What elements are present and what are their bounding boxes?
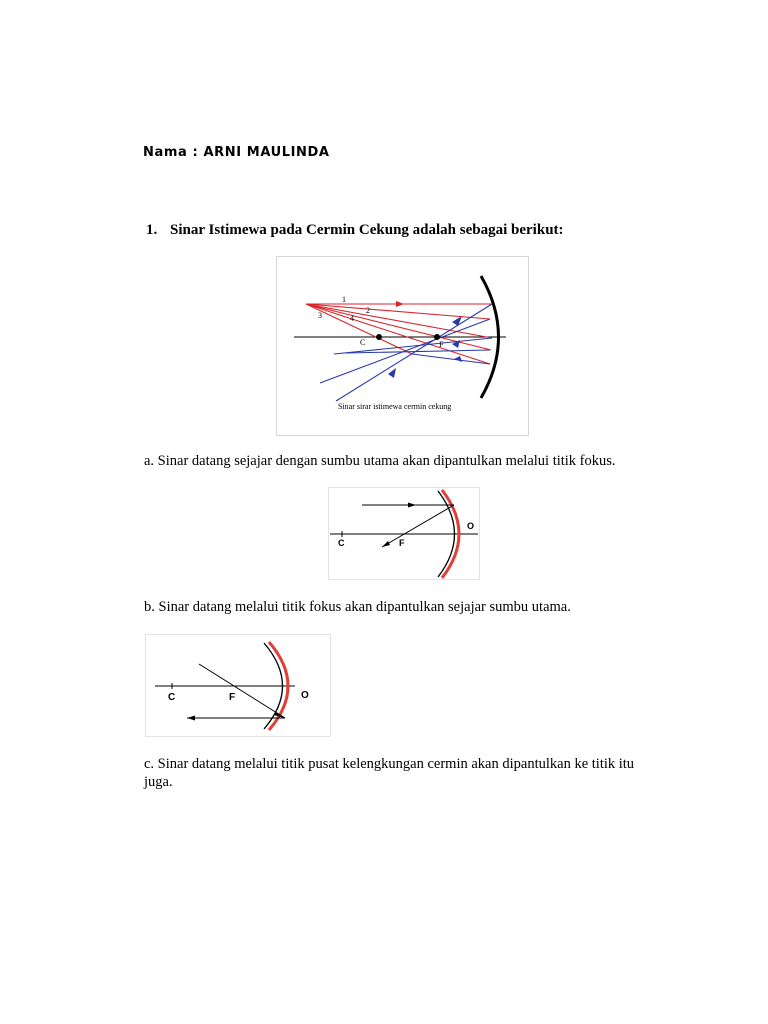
point-c-dot <box>376 334 382 340</box>
item-a-text: a. Sinar datang sejajar dengan sumbu utama akan dipantulkan melalui titik fokus. <box>144 453 616 469</box>
item-a-diagram <box>328 487 480 580</box>
student-name-line <box>143 145 330 160</box>
ray-label-2: 2 <box>366 306 370 315</box>
label-f: F <box>229 692 236 703</box>
name-separator: : <box>192 145 199 160</box>
name-value: ARNI MAULINDA <box>203 145 330 160</box>
figure-caption: Sinar sirar istimewa cermin cekung <box>338 402 452 411</box>
question-title: Sinar Istimewa pada Cermin Cekung adalah sebagai berikut: <box>170 222 564 238</box>
special-rays-diagram <box>276 256 529 436</box>
label-c: C <box>168 692 176 703</box>
figure-item-b <box>145 634 331 737</box>
label-o: O <box>467 521 475 531</box>
item-c-text: c. Sinar datang melalui titik pusat kelengkungan cermin akan dipantulkan ke titik itu juga. <box>144 756 635 790</box>
ray-label-4: 4 <box>350 314 354 323</box>
question-number: 1. <box>146 222 158 238</box>
label-f: F <box>439 340 444 349</box>
ray-label-3: 3 <box>318 311 322 320</box>
name-label: Nama <box>143 145 188 160</box>
label-o: O <box>301 690 309 701</box>
label-f: F <box>399 538 405 548</box>
figure-item-a <box>328 487 480 580</box>
label-c: C <box>360 338 366 347</box>
item-b-diagram <box>145 634 331 737</box>
item-b-text: b. Sinar datang melalui titik fokus akan dipantulkan sejajar sumbu utama. <box>144 599 571 615</box>
question-1-heading <box>146 222 564 239</box>
ray-label-1: 1 <box>342 295 346 304</box>
label-c: C <box>338 538 345 548</box>
figure-special-rays-concave-mirror <box>276 256 529 436</box>
